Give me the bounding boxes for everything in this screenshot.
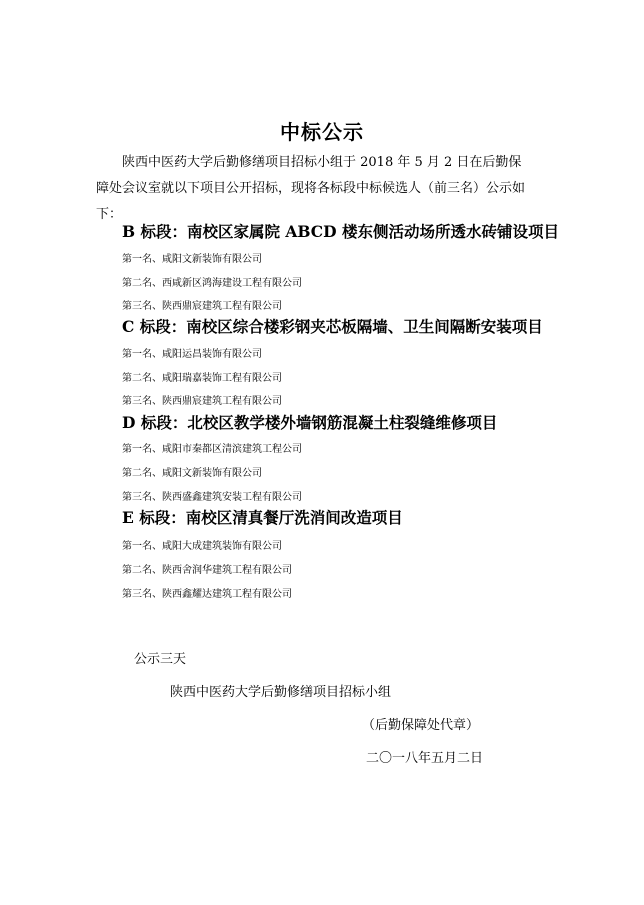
section-e-winner-2: 第二名、陕西舍润华建筑工程有限公司 <box>122 565 292 576</box>
intro-paragraph: 陕西中医药大学后勤修缮项目招标小组于 2018 年 5 月 2 日在后勤保障处会议室就以下项目公开招标，现将各标段中标候选人（前三名）公示如下： <box>96 155 526 222</box>
document-date: 二〇一八年五月二日 <box>366 751 484 766</box>
section-d-winner-2: 第二名、咸阳文新装饰有限公司 <box>122 468 262 479</box>
signature-group: 陕西中医药大学后勤修缮项目招标小组 <box>170 685 392 700</box>
section-c-winner-3: 第三名、陕西鼎宸建筑工程有限公司 <box>122 396 282 407</box>
section-c-title: C 标段：南校区综合楼彩钢夹芯板隔墙、卫生间隔断安装项目 <box>122 317 543 336</box>
section-e-title: E 标段：南校区清真餐厅洗消间改造项目 <box>122 508 403 527</box>
document-title: 中标公示 <box>280 120 364 144</box>
seal-note: （后勤保障处代章） <box>362 718 480 733</box>
section-d-winner-1: 第一名、咸阳市秦都区清滨建筑工程公司 <box>122 444 302 455</box>
section-e-winner-3: 第三名、陕西鑫耀达建筑工程有限公司 <box>122 589 292 600</box>
section-b-winner-1: 第一名、咸阳文新装饰有限公司 <box>122 254 262 265</box>
section-b-winner-2: 第二名、西咸新区鸿海建设工程有限公司 <box>122 278 302 289</box>
section-e-winner-1: 第一名、咸阳大成建筑装饰有限公司 <box>122 541 282 552</box>
section-c-winner-2: 第二名、咸阳瑞嘉装饰工程有限公司 <box>122 373 282 384</box>
section-d-winner-3: 第三名、陕西盛鑫建筑安装工程有限公司 <box>122 492 302 503</box>
section-b-title: B 标段：南校区家属院 ABCD 楼东侧活动场所透水砖铺设项目 <box>122 222 559 241</box>
section-c-winner-1: 第一名、咸阳运昌装饰有限公司 <box>122 349 262 360</box>
section-b-winner-3: 第三名、陕西鼎宸建筑工程有限公司 <box>122 301 282 312</box>
announcement-period: 公示三天 <box>134 652 187 667</box>
section-d-title: D 标段：北校区教学楼外墙钢筋混凝土柱裂缝维修项目 <box>122 413 498 432</box>
